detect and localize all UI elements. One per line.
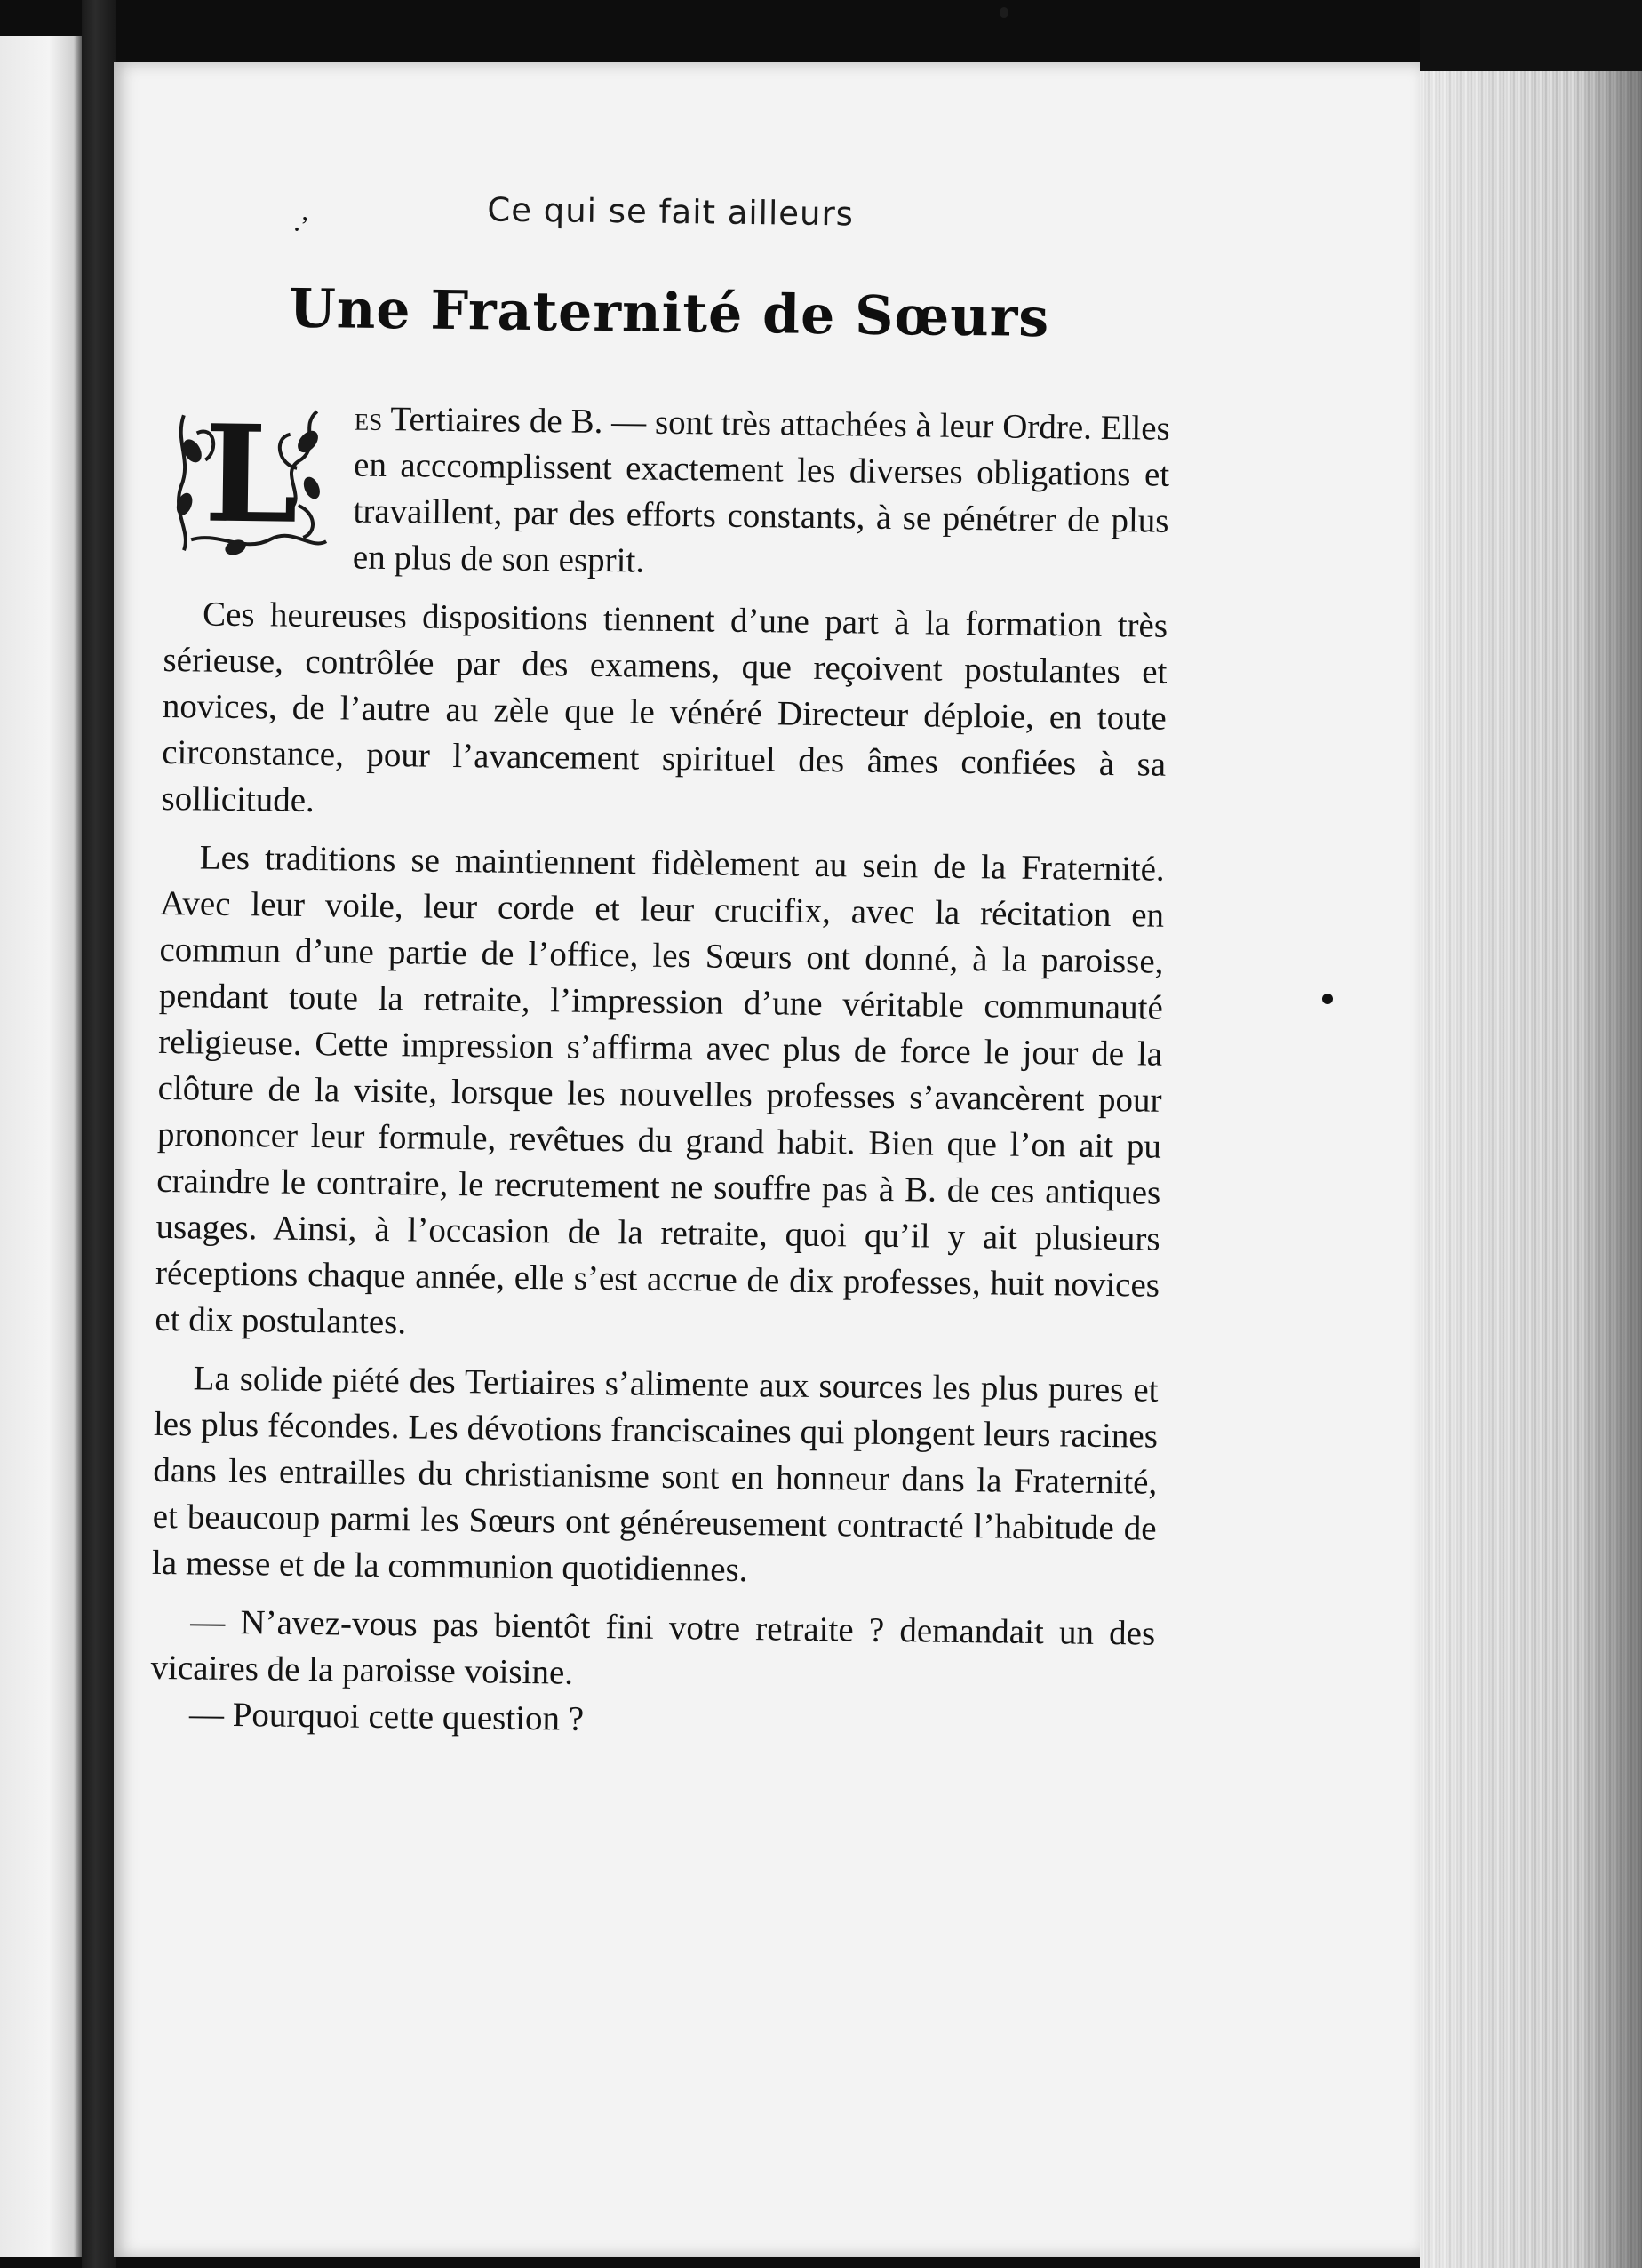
dialogue-line: — N’avez-vous pas bientôt fini votre retraite ? demandait un des vicaires de la paroisse voisine. (150, 1602, 1156, 1692)
dust-speck (1000, 7, 1008, 18)
paragraph-intro (164, 394, 1170, 591)
book-gutter (82, 0, 116, 2268)
page-content (150, 187, 1173, 1750)
drop-cap-letter: L (203, 395, 299, 554)
background-dark (1420, 0, 1642, 71)
paragraph-traditions: Les traditions se maintiennent fidèlement au sein de la Fraternité. Avec leur voile, leur corde et leur crucifix, avec la récitation en commun d’une partie de l’office, les Sœurs ont donné, à la paroisse, pendant toute la retraite, l’impression d’une véritable communauté religieuse. Cette impression s’affirma avec plus de force le jour de la clôture de la visite, lorsque les nouvelles professes s’avancèrent pour prononcer leur formule, revêtues du grand habit. Bien que l’on ait pu craindre le contraire, le recrutement ne souffre pas à B. de ces antiques usages. Ainsi, à l’occasion de la retraite, quoi qu’il y ait plusieurs réceptions chaque année, elle s’est accrue de dix professes, huit novices et dix postulantes. (155, 838, 1165, 1342)
intro-smallcaps: es (354, 399, 383, 438)
dialogue-line: — Pourquoi cette question ? (188, 1695, 585, 1738)
article-title: Une Fraternité de Sœurs (289, 277, 1050, 350)
print-dot (1322, 994, 1333, 1004)
running-head: Ce qui se fait ailleurs (487, 190, 855, 234)
paragraph-piete: La solide piété des Tertiaires s’alimente aux sources les plus pures et les plus fécondes. Les dévotions franciscaines qui plongent leurs racines dans les entrailles du christianisme sont en honneur dans la Fraternité, et beaucoup parmi les Sœurs ont généreusement contracté l’habitude de la messe et de la communion quotidiennes. (151, 1359, 1159, 1590)
paragraph-dispositions: Ces heureuses dispositions tiennent d’une part à la formation très sérieuse, contrôlée par des examens, que reçoivent postulantes et novices, de l’autre au zèle que le vénéré Directeur déploie, en toute circonstance, pour l’avancement spirituel des âmes confiées à sa sollicitude. (161, 595, 1168, 820)
ornamental-drop-cap (164, 397, 335, 559)
page-stack-edges (1420, 71, 1642, 2268)
intro-text: Tertiaires de B. — sont très attachées à leur Ordre. Elles en acccomplissent exactement les diverses obligations et travaillent, par des efforts constants, à se pénétrer de plus en plus de son esprit. (352, 399, 1171, 580)
facing-page-edge (0, 36, 82, 2257)
print-mark: ⸳ʼ (293, 212, 310, 241)
